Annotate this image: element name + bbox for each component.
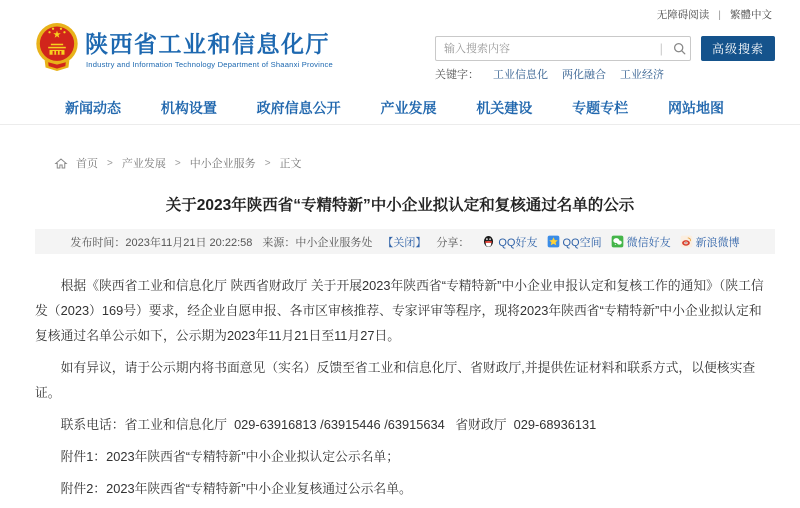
accessibility-link[interactable]: 无障碍阅读 xyxy=(656,9,710,21)
share-wechat-label: 微信好友 xyxy=(626,236,671,249)
home-icon xyxy=(55,158,67,169)
nav-item-news[interactable]: 新闻动态 xyxy=(65,100,121,116)
search-divider: | xyxy=(659,41,663,56)
share-label: 分享： xyxy=(436,236,470,249)
article-attachment-2: 附件2：2023年陕西省“专精特新”中小企业复核通过公示名单。 xyxy=(60,481,412,496)
page-title: 关于2023年陕西省“专精特新”中小企业拟认定和复核通过名单的公示 xyxy=(165,197,635,214)
article-paragraph: 如有异议，请于公示期内将书面意见（实名）反馈至省工业和信息化厅、省财政厅,并提供佐证材料和联系方式，以便核实查证。 xyxy=(35,360,756,400)
article-attachment-1: 附件1：2023年陕西省“专精特新”中小企业拟认定公示名单； xyxy=(60,449,400,464)
share-qq-label: QQ好友 xyxy=(498,236,538,249)
share-qq[interactable] xyxy=(482,234,537,250)
breadcrumb-separator: > xyxy=(174,157,181,169)
national-emblem-icon xyxy=(35,21,79,77)
article-paragraph-contact: 联系电话：省工业和信息化厅 029-63916813 /63915446 /63915634 省财政厅 029-68936131 xyxy=(60,417,597,432)
search-box xyxy=(435,36,691,61)
wechat-icon xyxy=(611,235,624,248)
breadcrumb-separator: > xyxy=(264,157,271,169)
source-value: 中小企业服务处 xyxy=(295,236,373,249)
search-input[interactable] xyxy=(436,37,660,60)
publish-time: 2023年11月21日 20:22:58 xyxy=(125,236,253,249)
nav-item-agency[interactable]: 机关建设 xyxy=(476,100,533,116)
close-button[interactable]: 【关闭】 xyxy=(382,236,427,249)
main-nav xyxy=(0,92,800,125)
publish-time-label: 发布时间： xyxy=(70,236,126,249)
share-weibo-label: 新浪微博 xyxy=(695,236,740,249)
site-title-english: Industry and Information Technology Department of Shaanxi Province xyxy=(86,60,333,69)
national-emblem-logo[interactable] xyxy=(35,21,79,77)
nav-item-sitemap[interactable]: 网站地图 xyxy=(667,100,724,116)
breadcrumb-current: 正文 xyxy=(279,158,302,170)
advanced-search-button[interactable]: 高级搜索 xyxy=(701,36,775,61)
share-qzone[interactable] xyxy=(547,234,602,250)
weibo-icon xyxy=(680,235,693,248)
article-meta-bar xyxy=(35,229,775,254)
qzone-icon xyxy=(547,235,560,248)
keyword-link[interactable]: 工业经济 xyxy=(620,69,664,81)
breadcrumb-industry[interactable]: 产业发展 xyxy=(121,158,166,170)
article-body xyxy=(35,273,773,508)
share-qzone-label: QQ空间 xyxy=(562,236,602,249)
keyword-link[interactable]: 工业信息化 xyxy=(493,69,548,81)
nav-item-gov-info[interactable]: 政府信息公开 xyxy=(256,100,341,116)
share-weibo[interactable] xyxy=(680,234,740,250)
source-label: 来源： xyxy=(262,236,296,249)
topbar-separator: | xyxy=(718,8,721,21)
traditional-chinese-link[interactable]: 繁體中文 xyxy=(730,9,772,21)
share-wechat[interactable] xyxy=(611,234,671,250)
nav-item-topics[interactable]: 专题专栏 xyxy=(572,100,629,116)
nav-item-org[interactable]: 机构设置 xyxy=(160,100,217,116)
topbar xyxy=(657,7,772,22)
keyword-link[interactable]: 两化融合 xyxy=(562,69,606,81)
nav-item-industry[interactable]: 产业发展 xyxy=(380,100,437,116)
share-items xyxy=(473,234,739,250)
breadcrumb-sme-service[interactable]: 中小企业服务 xyxy=(189,158,256,170)
search-icon[interactable] xyxy=(668,42,690,55)
site-title: 陕西省工业和信息化厅 xyxy=(85,31,330,57)
breadcrumb xyxy=(55,155,302,171)
keywords-label: 关键字： xyxy=(435,69,479,81)
qq-icon xyxy=(482,235,495,248)
search-keywords xyxy=(435,66,664,82)
breadcrumb-separator: > xyxy=(107,157,113,169)
article-paragraph: 根据《陕西省工业和信息化厅 陕西省财政厅 关于开展2023年陕西省“专精特新”中小企业申报认定和复核工作的通知》（陕工信发（2023）169号）要求，经企业自愿申报、各市区审核推荐、专家评审等程序，现将2023年陕西省“专精特新”中小企业拟认定和复核通过名单公示如下，公示期为2023年11月21日至11月27日。 xyxy=(35,278,764,343)
breadcrumb-home[interactable]: 首页 xyxy=(76,158,98,170)
